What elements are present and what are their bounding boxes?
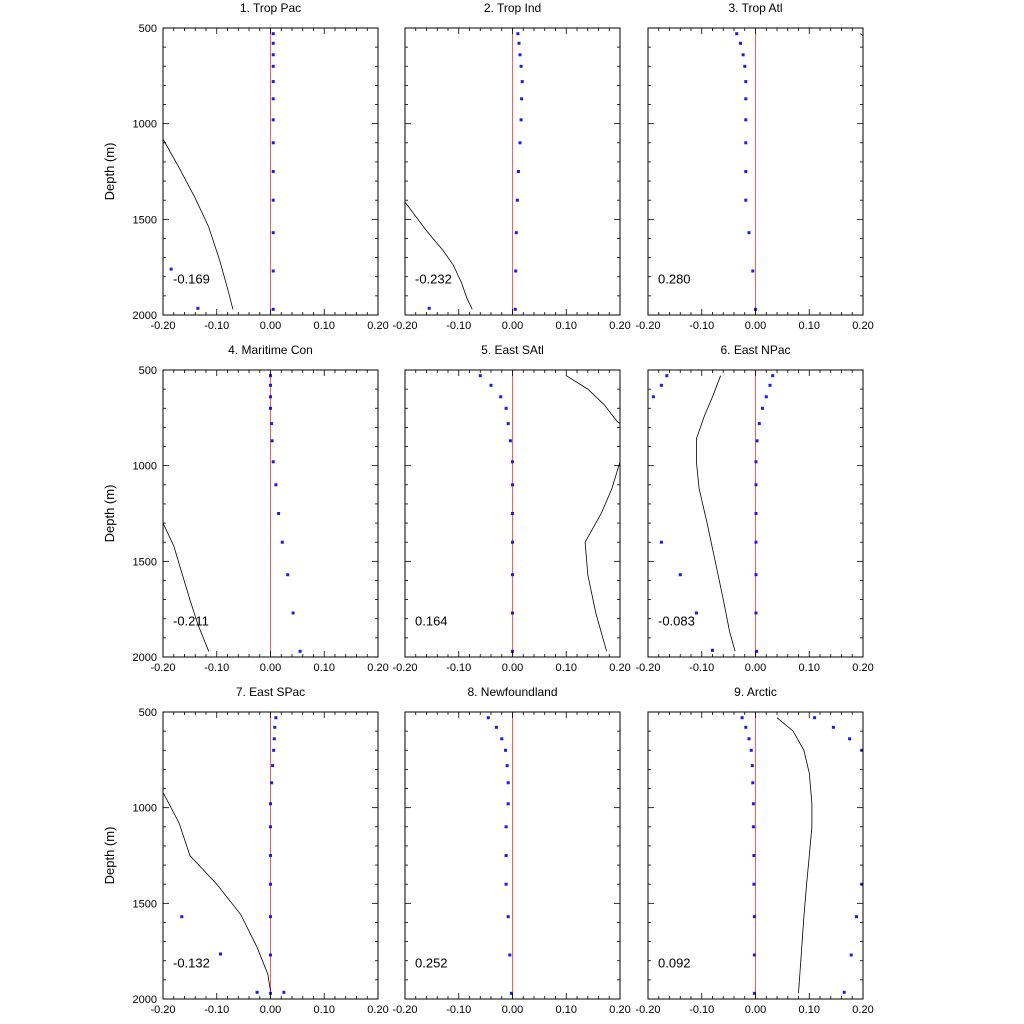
correlation-label: -0.211 — [173, 613, 209, 629]
data-point — [269, 883, 272, 886]
data-point — [832, 726, 835, 729]
data-point — [511, 483, 514, 486]
data-point — [219, 953, 222, 956]
data-point — [521, 80, 524, 83]
panel-9 — [635, 685, 873, 1016]
x-tick-label: -0.20 — [392, 320, 418, 332]
data-point — [269, 825, 272, 828]
y-tick-label: 2000 — [132, 994, 157, 1006]
data-point — [751, 270, 754, 273]
data-point — [286, 573, 289, 576]
panel-title: 8. Newfoundland — [467, 685, 558, 699]
data-point — [281, 541, 284, 544]
panel-title: 9. Arctic — [734, 685, 777, 699]
x-tick-label: -0.10 — [689, 320, 715, 332]
x-tick-label: -0.20 — [150, 1004, 176, 1016]
x-tick-label: -0.20 — [635, 1004, 661, 1016]
y-tick-label: 1500 — [132, 556, 157, 569]
data-point — [256, 991, 259, 994]
data-point — [507, 422, 510, 425]
data-point — [269, 854, 272, 857]
y-tick-label: 1500 — [132, 214, 157, 227]
data-point — [752, 825, 755, 828]
data-point — [755, 541, 758, 544]
data-point — [507, 802, 510, 805]
profile-curve — [163, 523, 209, 651]
y-tick-label: 500 — [138, 365, 157, 377]
data-point — [748, 231, 751, 234]
x-tick-label: 0.20 — [609, 1004, 631, 1016]
x-tick-label: 0.00 — [259, 662, 282, 674]
panel-1 — [102, 1, 389, 332]
data-point — [269, 384, 272, 387]
panel-4 — [102, 343, 389, 674]
data-point — [272, 65, 275, 68]
x-tick-label: 0.10 — [555, 662, 577, 674]
data-point — [269, 395, 272, 398]
x-tick-label: -0.10 — [446, 662, 472, 674]
data-point — [511, 541, 514, 544]
data-point — [299, 650, 302, 653]
data-point — [282, 991, 285, 994]
data-point — [274, 716, 277, 719]
x-tick-label: 0.20 — [609, 320, 631, 332]
x-tick-label: 0.20 — [852, 320, 874, 332]
data-point — [695, 612, 698, 615]
data-point — [516, 32, 519, 35]
data-point — [843, 991, 846, 994]
data-point — [758, 422, 761, 425]
data-point — [272, 231, 275, 234]
data-point — [509, 439, 512, 442]
x-tick-label: 0.00 — [501, 662, 524, 674]
panel-title: 2. Trop Ind — [483, 1, 542, 15]
data-point — [660, 541, 663, 544]
data-point — [769, 384, 772, 387]
data-point — [504, 749, 507, 752]
panel-5 — [392, 343, 630, 674]
data-point — [735, 32, 738, 35]
data-point — [739, 42, 742, 45]
data-point — [499, 395, 502, 398]
data-point — [507, 915, 510, 918]
data-point — [744, 118, 747, 121]
data-point — [753, 915, 756, 918]
data-point — [292, 612, 295, 615]
x-tick-label: 0.00 — [744, 320, 767, 332]
data-point — [272, 32, 275, 35]
data-point — [272, 80, 275, 83]
profile-curve — [696, 376, 735, 652]
data-point — [272, 53, 275, 56]
data-point — [660, 384, 663, 387]
data-point — [744, 80, 747, 83]
data-point — [742, 53, 745, 56]
data-point — [508, 954, 511, 957]
data-point — [744, 97, 747, 100]
data-point — [848, 737, 851, 740]
data-point — [272, 118, 275, 121]
data-point — [505, 407, 508, 410]
y-tick-label: 1500 — [132, 898, 157, 911]
x-tick-label: 0.10 — [555, 1004, 577, 1016]
data-point — [272, 42, 275, 45]
data-point — [277, 512, 280, 515]
panel-8 — [392, 685, 630, 1016]
y-tick-label: 1000 — [132, 118, 157, 131]
data-point — [511, 612, 514, 615]
profile-curve — [405, 202, 472, 309]
x-tick-label: 0.00 — [501, 1004, 524, 1016]
data-point — [755, 573, 758, 576]
data-point — [495, 726, 498, 729]
data-point — [752, 802, 755, 805]
panel-3 — [635, 1, 873, 332]
data-point — [511, 573, 514, 576]
y-axis-label: Depth (m) — [102, 142, 117, 201]
x-tick-label: -0.10 — [446, 320, 472, 332]
x-tick-label: -0.20 — [392, 1004, 418, 1016]
data-point — [270, 422, 273, 425]
x-tick-label: 0.10 — [313, 662, 335, 674]
data-point — [752, 883, 755, 886]
data-point — [272, 308, 275, 311]
data-point — [511, 512, 514, 515]
data-point — [500, 737, 503, 740]
y-tick-label: 2000 — [132, 310, 157, 322]
profile-curve — [777, 718, 812, 994]
data-point — [520, 97, 523, 100]
data-point — [752, 854, 755, 857]
data-point — [514, 308, 517, 311]
data-point — [271, 764, 274, 767]
correlation-label: -0.169 — [173, 271, 210, 287]
x-tick-label: 0.10 — [798, 1004, 820, 1016]
x-tick-label: 0.20 — [852, 1004, 874, 1016]
data-point — [511, 460, 514, 463]
data-point — [269, 954, 272, 957]
data-point — [490, 384, 493, 387]
data-point — [487, 716, 490, 719]
x-tick-label: 0.00 — [744, 1004, 767, 1016]
data-point — [744, 170, 747, 173]
x-tick-label: 0.10 — [798, 320, 820, 332]
panel-title: 1. Trop Pac — [239, 1, 302, 15]
panel-title: 6. East NPac — [720, 343, 791, 357]
data-point — [272, 170, 275, 173]
data-point — [428, 307, 431, 310]
data-point — [514, 270, 517, 273]
x-tick-label: -0.10 — [204, 662, 230, 674]
data-point — [750, 749, 753, 752]
data-point — [517, 170, 520, 173]
data-point — [755, 512, 758, 515]
data-point — [272, 270, 275, 273]
x-tick-label: 0.20 — [367, 662, 389, 674]
x-tick-label: 0.00 — [501, 320, 524, 332]
data-point — [755, 483, 758, 486]
x-tick-label: 0.10 — [555, 320, 577, 332]
correlation-label: 0.092 — [658, 955, 691, 971]
data-point — [665, 374, 668, 377]
data-point — [272, 460, 275, 463]
x-tick-label: 0.00 — [259, 320, 282, 332]
data-point — [813, 716, 816, 719]
data-point — [765, 395, 768, 398]
data-point — [507, 781, 510, 784]
data-point — [751, 781, 754, 784]
x-tick-label: 0.10 — [313, 1004, 335, 1016]
data-point — [520, 65, 523, 68]
data-point — [269, 802, 272, 805]
data-point — [652, 395, 655, 398]
data-point — [269, 915, 272, 918]
data-point — [755, 612, 758, 615]
data-point — [741, 716, 744, 719]
data-point — [272, 199, 275, 202]
correlation-label: 0.252 — [415, 955, 448, 971]
data-point — [748, 737, 751, 740]
data-point — [180, 915, 183, 918]
x-tick-label: 0.10 — [798, 662, 820, 674]
data-point — [505, 854, 508, 857]
x-tick-label: 0.20 — [852, 662, 874, 674]
data-point — [272, 749, 275, 752]
correlation-label: -0.083 — [658, 613, 695, 629]
correlation-label: 0.164 — [415, 613, 448, 629]
data-point — [771, 374, 774, 377]
panel-6 — [635, 343, 873, 674]
panel-title: 5. East SAtl — [481, 343, 544, 357]
x-tick-label: -0.20 — [392, 662, 418, 674]
data-point — [170, 268, 173, 271]
x-tick-label: -0.10 — [689, 1004, 715, 1016]
correlation-label: -0.232 — [415, 271, 452, 287]
x-tick-label: 0.00 — [259, 1004, 282, 1016]
data-point — [761, 407, 764, 410]
data-point — [505, 883, 508, 886]
data-point — [272, 97, 275, 100]
data-point — [855, 915, 858, 918]
data-point — [515, 231, 518, 234]
x-tick-label: 0.20 — [367, 320, 389, 332]
data-point — [519, 141, 522, 144]
data-point — [516, 199, 519, 202]
y-tick-label: 500 — [138, 707, 157, 719]
x-tick-label: 0.20 — [609, 662, 631, 674]
data-point — [756, 439, 759, 442]
data-point — [269, 407, 272, 410]
x-tick-label: -0.20 — [150, 662, 176, 674]
x-tick-label: 0.00 — [744, 662, 767, 674]
data-point — [679, 573, 682, 576]
x-tick-label: -0.10 — [689, 662, 715, 674]
correlation-label: -0.132 — [173, 955, 210, 971]
panel-title: 7. East SPac — [235, 685, 306, 699]
data-point — [273, 726, 276, 729]
x-tick-label: 0.10 — [313, 320, 335, 332]
panel-2 — [392, 1, 630, 332]
data-point — [755, 460, 758, 463]
correlation-label: 0.280 — [658, 271, 691, 287]
x-tick-label: 0.20 — [367, 1004, 389, 1016]
data-point — [744, 199, 747, 202]
data-point — [744, 141, 747, 144]
data-point — [196, 307, 199, 310]
data-point — [850, 954, 853, 957]
y-tick-label: 1000 — [132, 802, 157, 815]
data-point — [505, 825, 508, 828]
y-axis-label: Depth (m) — [102, 484, 117, 543]
panel-title: 4. Maritime Con — [228, 343, 313, 357]
y-tick-label: 2000 — [132, 652, 157, 664]
data-point — [479, 374, 482, 377]
data-point — [274, 483, 277, 486]
data-point — [518, 42, 521, 45]
data-point — [271, 439, 274, 442]
y-tick-label: 500 — [138, 23, 157, 35]
data-point — [711, 649, 714, 652]
x-tick-label: -0.10 — [446, 1004, 472, 1016]
y-axis-label: Depth (m) — [102, 826, 117, 885]
data-point — [751, 764, 754, 767]
data-point — [506, 764, 509, 767]
x-tick-label: -0.20 — [150, 320, 176, 332]
panel-7 — [102, 685, 389, 1016]
y-tick-label: 1000 — [132, 460, 157, 473]
x-tick-label: -0.20 — [635, 320, 661, 332]
data-point — [520, 118, 523, 121]
x-tick-label: -0.10 — [204, 1004, 230, 1016]
data-point — [270, 781, 273, 784]
data-point — [743, 65, 746, 68]
x-tick-label: -0.10 — [204, 320, 230, 332]
x-tick-label: -0.20 — [635, 662, 661, 674]
data-point — [272, 141, 275, 144]
profile-curve — [566, 376, 620, 652]
data-point — [273, 737, 276, 740]
data-point — [744, 726, 747, 729]
data-point — [753, 954, 756, 957]
panel-title: 3. Trop Atl — [728, 1, 783, 15]
data-point — [519, 53, 522, 56]
